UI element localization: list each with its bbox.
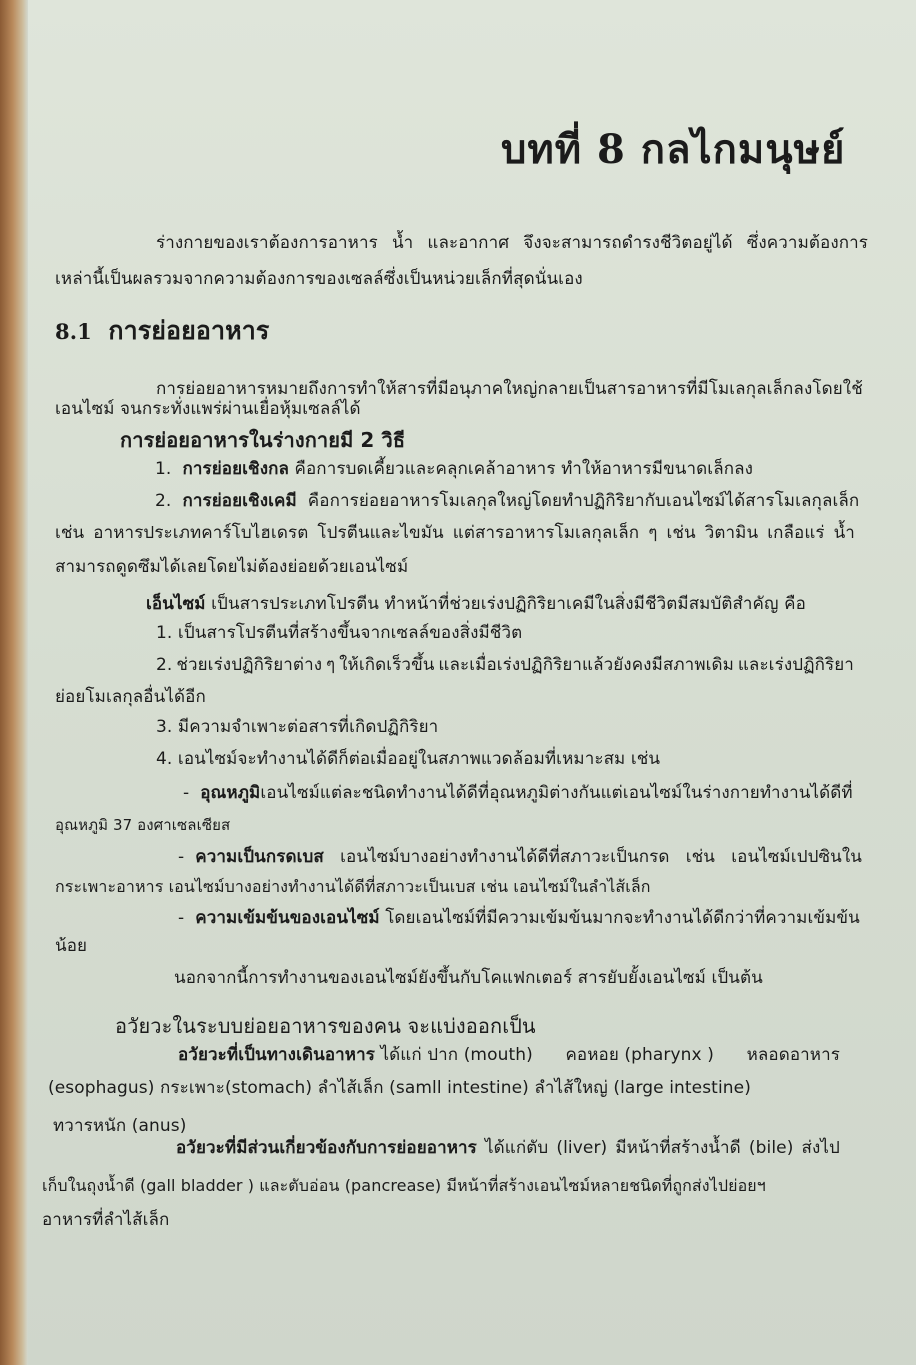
enzyme-property-2-line-1: 2. ช่วยเร่งปฏิกิริยาต่าง ๆ ให้เกิดเร็วขึ้น และเมื่อเร่งปฏิกิริยาแล้วยังคงมีสภาพเดิม และเร่งปฏิกิริยา <box>156 655 854 675</box>
concentration-line-2: น้อย <box>55 936 88 956</box>
enzyme-other-factors: นอกจากนี้การทำงานของเอนไซม์ยังขึ้นกับโคแฟกเตอร์ สารยับยั้งเอนไซม์ เป็นต้น <box>174 968 763 988</box>
temperature-term: อุณหภูมิ <box>200 783 261 803</box>
enzyme-property-2-line-2: ย่อยโมเลกุลอื่นได้อีก <box>55 687 206 707</box>
accessory-term: อวัยวะที่มีส่วนเกี่ยวข้องกับการย่อยอาหาร <box>176 1138 477 1158</box>
section-number: 8.1 <box>55 319 92 344</box>
enzyme-property-1: 1. เป็นสารโปรตีนที่สร้างขึ้นจากเซลล์ของสิ่งมีชีวิต <box>156 623 523 643</box>
tract-line-1: อวัยวะที่เป็นทางเดินอาหาร ได้แก่ ปาก (mouth) คอหอย (pharynx ) หลอดอาหาร <box>178 1045 840 1065</box>
tract-term: อวัยวะที่เป็นทางเดินอาหาร <box>178 1045 375 1065</box>
method-1-term: การย่อยเชิงกล <box>182 459 289 479</box>
concentration-line-1: - ความเข้มข้นของเอนไซม์ โดยเอนไซม์ที่มีความเข้มข้นมากจะทำงานได้ดีกว่าที่ความเข้มข้น <box>178 908 860 928</box>
enzyme-intro: เอ็นไซม์ เป็นสารประเภทโปรตีน ทำหน้าที่ช่วยเร่งปฏิกิริยาเคมีในสิ่งมีชีวิตมีสมบัติสำคัญ คือ <box>146 594 806 614</box>
definition-line-1: การย่อยอาหาร หมายถึงการทำให้สารที่มีอนุภาคใหญ่กลายเป็นสารอาหารที่มีโมเลกุลเล็กลง โดยใช้ <box>156 379 863 399</box>
accessory-line-3: อาหารที่ลำไส้เล็ก <box>42 1210 170 1230</box>
accessory-line-1: อวัยวะที่มีส่วนเกี่ยวข้องกับการย่อยอาหาร ได้แก่ตับ (liver) มีหน้าที่สร้างน้ำดี (bile) ส่งไป <box>176 1138 840 1158</box>
organs-heading: อวัยวะในระบบย่อยอาหารของคน จะแบ่งออกเป็น <box>115 1014 536 1038</box>
concentration-term: ความเข้มข้นของเอนไซม์ <box>195 908 380 928</box>
section-title: การย่อยอาหาร <box>108 316 270 345</box>
method-2-line-3: สามารถดูดซึมได้เลยโดยไม่ต้องย่อยด้วยเอนไซม์ <box>55 557 409 577</box>
intro-line-1: ร่างกายของเราต้องการอาหาร น้ำ และอากาศ จึงจะสามารถดำรงชีวิตอยู่ได้ ซึ่งความต้องการ <box>156 233 868 253</box>
temperature-line-2: อุณหภูมิ 37 องศาเซลเซียส <box>55 816 231 834</box>
intro-line-2: เหล่านี้เป็นผลรวมจากความต้องการของเซลล์ซึ่งเป็นหน่วยเล็กที่สุดนั่นเอง <box>55 269 583 289</box>
tract-line-3: ทวารหนัก (anus) <box>53 1116 187 1136</box>
methods-heading: การย่อยอาหารในร่างกายมี 2 วิธี <box>120 428 406 452</box>
accessory-line-2: เก็บในถุงน้ำดี (gall bladder ) และตับอ่อน (pancrease) มีหน้าที่สร้างเอนไซม์หลายชนิดที่ถูกส่งไปย่อยฯ <box>42 1176 766 1195</box>
temperature-line-1: - อุณหภูมิ เอนไซม์แต่ละชนิดทำงานได้ดีที่อุณหภูมิต่างกัน แต่เอนไซม์ในร่างกายทำงานได้ดีที่ <box>183 783 853 803</box>
ph-line-2: กระเพาะอาหาร เอนไซม์บางอย่างทำงานได้ดีที่สภาวะเป็นเบส เช่น เอนไซม์ในลำไส้เล็ก <box>55 877 651 896</box>
enzyme-term: เอ็นไซม์ <box>146 594 206 614</box>
ph-line-1: - ความเป็นกรดเบส เอนไซม์บางอย่างทำงานได้ดีที่สภาวะเป็นกรด เช่น เอนไซม์เปปซินใน <box>178 847 862 867</box>
method-2-line-2: เช่น อาหารประเภทคาร์โบไฮเดรต โปรตีนและไขมัน แต่สารอาหารโมเลกุลเล็ก ๆ เช่น วิตามิน เกลือแร่ น้ำ <box>55 523 855 543</box>
ph-term: ความเป็นกรดเบส <box>195 847 324 867</box>
section-heading <box>55 316 269 349</box>
enzyme-property-3: 3. มีความจำเพาะต่อสารที่เกิดปฏิกิริยา <box>156 717 439 737</box>
book-spine-shadow <box>0 0 28 1365</box>
method-2-line-1: 2. การย่อยเชิงเคมี คือการย่อยอาหารโมเลกุลใหญ่โดยทำปฏิกิริยากับเอนไซม์ ได้สารโมเลกุลเล็ก <box>155 491 860 511</box>
chapter-title: บทที่ 8 กลไกมนุษย์ <box>501 126 846 173</box>
definition-line-2: เอนไซม์ จนกระทั่งแพร่ผ่านเยื่อหุ้มเซลล์ได้ <box>55 399 361 419</box>
enzyme-property-4: 4. เอนไซม์จะทำงานได้ดีก็ต่อเมื่ออยู่ในสภาพแวดล้อมที่เหมาะสม เช่น <box>156 749 661 769</box>
method-2-term: การย่อยเชิงเคมี <box>182 491 297 511</box>
book-page <box>28 0 916 1365</box>
method-1: 1. การย่อยเชิงกล คือการบดเคี้ยวและคลุกเคล้าอาหาร ทำให้อาหารมีขนาดเล็กลง <box>155 459 754 479</box>
tract-line-2: (esophagus) กระเพาะ(stomach) ลำไส้เล็ก (samll intestine) ลำไส้ใหญ่ (large intestine) <box>48 1078 751 1098</box>
